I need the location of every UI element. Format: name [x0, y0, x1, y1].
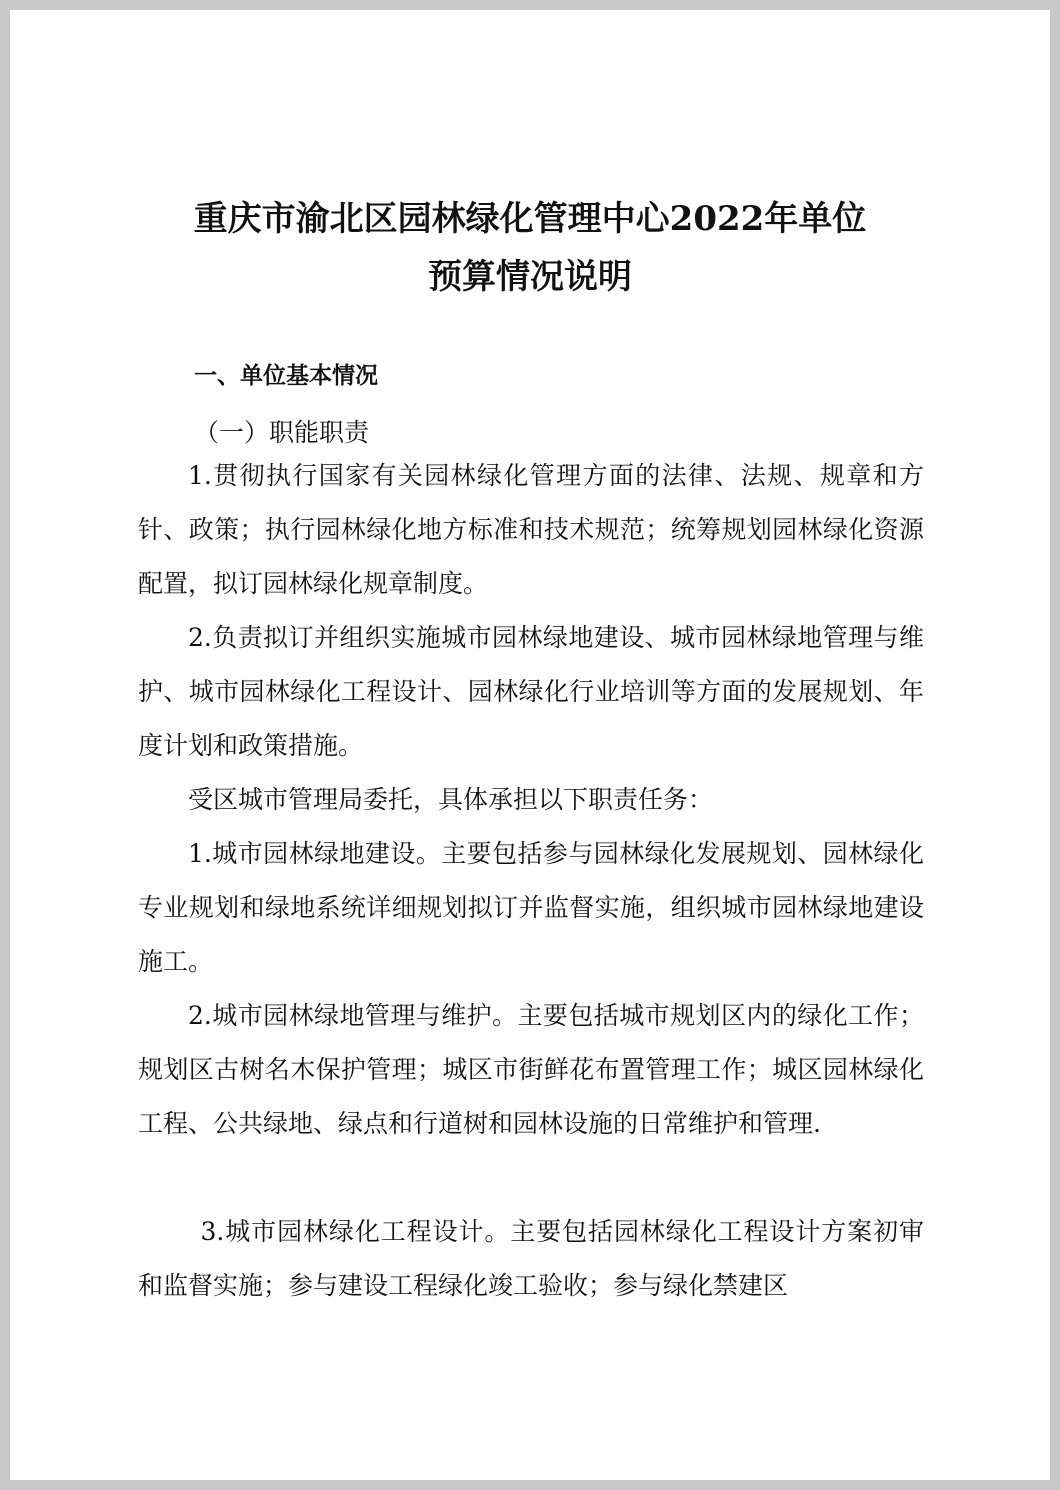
subsection-heading: （一）职能职责	[194, 418, 370, 447]
paragraph-task-2: 2.城市园林绿地管理与维护。主要包括城市规划区内的绿化工作；规划区古树名木保护管理；城区市街鲜花布置管理工作；城区园林绿化工程、公共绿地、绿点和行道树和园林设施的日常维护和管理.	[138, 1001, 924, 1138]
paragraph-task-3: 3.城市园林绿化工程设计。主要包括园林绿化工程设计方案初审和监督实施；参与建设工程绿化竣工验收；参与绿化禁建区	[138, 1217, 924, 1300]
paragraph-task-1: 1.城市园林绿地建设。主要包括参与园林绿化发展规划、园林绿化专业规划和绿地系统详细规划拟订并监督实施，组织城市园林绿地建设施工。	[138, 839, 924, 976]
section-heading: 一、单位基本情况	[194, 363, 378, 389]
document-page	[10, 10, 1050, 1480]
document-title-line-2: 预算情况说明	[428, 257, 632, 297]
paragraph-duty-2: 2.负责拟订并组织实施城市园林绿地建设、城市园林绿地管理与维护、城市园林绿化工程设计、园林绿化行业培训等方面的发展规划、年度计划和政策措施。	[138, 623, 924, 760]
paragraph-duty-1: 1.贯彻执行国家有关园林绿化管理方面的法律、法规、规章和方针、政策；执行园林绿化地方标准和技术规范；统筹规划园林绿化资源配置，拟订园林绿化规章制度。	[138, 461, 924, 598]
paragraph-entrusted-intro: 受区城市管理局委托，具体承担以下职责任务：	[188, 785, 714, 814]
document-title-line-1: 重庆市渝北区园林绿化管理中心2022年单位	[193, 199, 867, 239]
